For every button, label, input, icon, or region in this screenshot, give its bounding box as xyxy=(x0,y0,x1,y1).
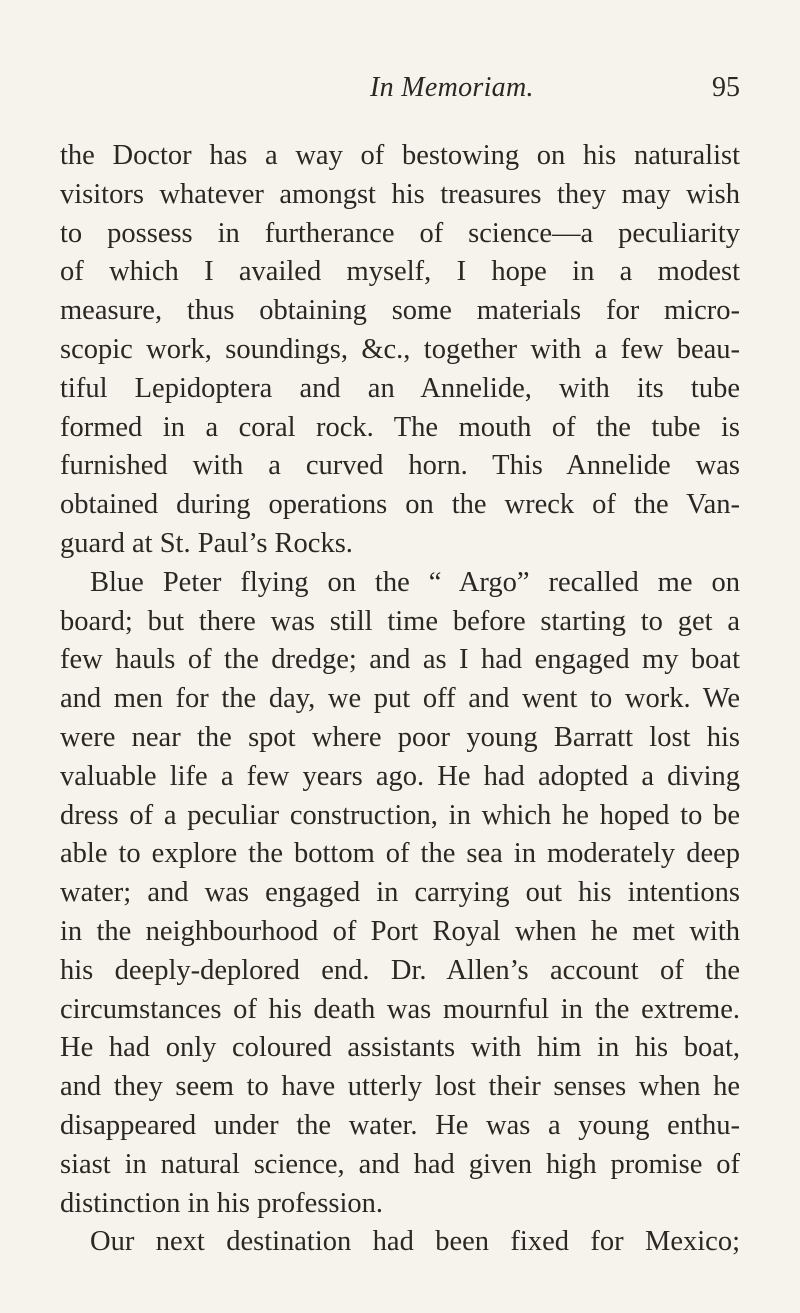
text-line: He had only coloured assistants with him in his boat, xyxy=(60,1032,740,1064)
running-title: In Memoriam. xyxy=(370,72,534,103)
text-line: and men for the day, we put off and went to work. We xyxy=(60,683,740,715)
text-line: Our next destination had been fixed for Mexico; xyxy=(90,1226,740,1258)
text-line: in the neighbourhood of Port Royal when he met with xyxy=(60,915,740,947)
text-line: scopic work, soundings, &c., together with a few beau- xyxy=(60,333,740,365)
text-line: circumstances of his death was mournful in the extreme. xyxy=(60,993,740,1025)
body-text xyxy=(60,137,740,1262)
text-line: obtained during operations on the wreck of the Van- xyxy=(60,489,740,521)
text-line: dress of a peculiar construction, in which he hoped to be xyxy=(60,799,740,831)
text-line: able to explore the bottom of the sea in moderately deep xyxy=(60,838,740,870)
text-line: his deeply-deplored end. Dr. Allen’s account of the xyxy=(60,954,740,986)
text-line: the Doctor has a way of bestowing on his naturalist xyxy=(60,140,740,171)
text-line: guard at St. Paul’s Rocks. xyxy=(60,527,353,559)
text-line: measure, thus obtaining some materials for micro- xyxy=(60,295,740,327)
text-line: furnished with a curved horn. This Annelide was xyxy=(60,450,740,482)
text-line: visitors whatever amongst his treasures they may wish xyxy=(60,178,740,210)
text-line: siast in natural science, and had given high promise of xyxy=(60,1148,740,1180)
text-line: and they seem to have utterly lost their senses when he xyxy=(60,1071,740,1103)
text-line: few hauls of the dredge; and as I had engaged my boat xyxy=(60,644,740,676)
page-header xyxy=(0,72,800,112)
text-line: of which I availed myself, I hope in a modest xyxy=(60,256,740,288)
text-line: valuable life a few years ago. He had adopted a diving xyxy=(60,760,740,792)
text-line: distinction in his profession. xyxy=(60,1187,383,1219)
text-line: disappeared under the water. He was a young enthu- xyxy=(60,1109,740,1141)
text-line: water; and was engaged in carrying out his intentions xyxy=(60,877,740,909)
text-line: to possess in furtherance of science—a peculiarity xyxy=(60,217,740,249)
text-line: board; but there was still time before starting to get a xyxy=(60,605,740,637)
text-line: tiful Lepidoptera and an Annelide, with its tube xyxy=(60,372,740,404)
text-line: formed in a coral rock. The mouth of the tube is xyxy=(60,411,740,443)
text-line: Blue Peter flying on the “ Argo” recalled me on xyxy=(90,566,740,598)
text-line: were near the spot where poor young Barratt lost his xyxy=(60,721,740,753)
page-number: 95 xyxy=(712,72,740,103)
